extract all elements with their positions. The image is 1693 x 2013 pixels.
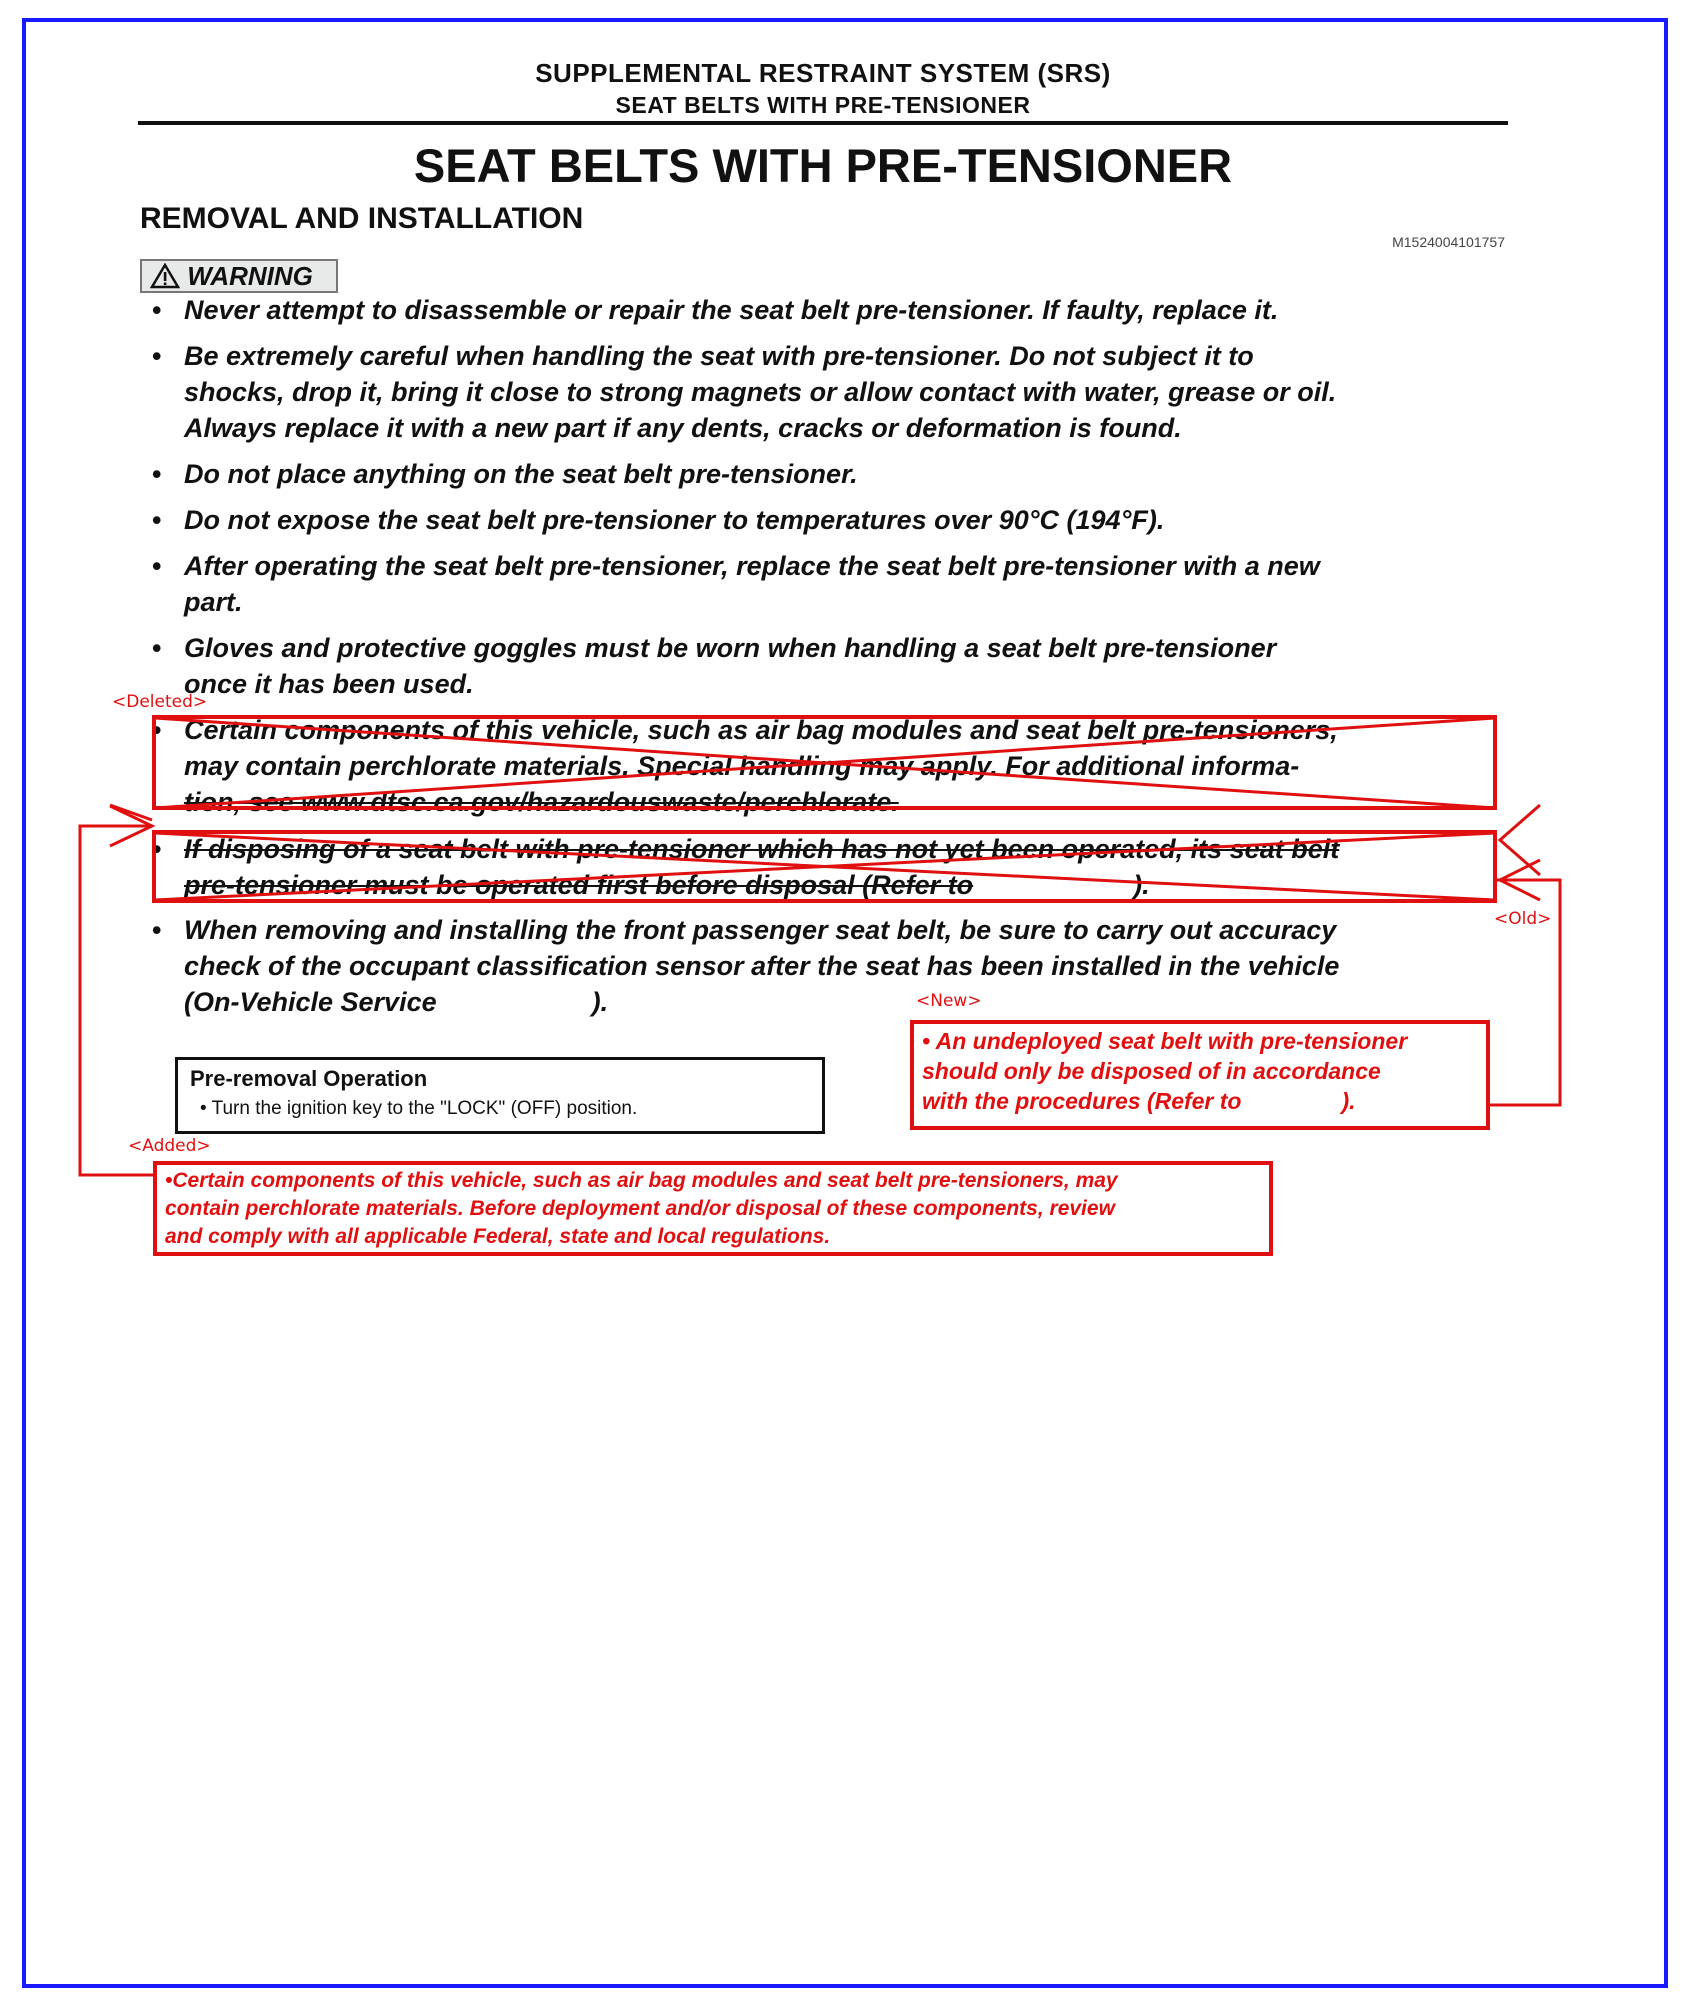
added-line: •Certain components of this vehicle, such as air bag modules and seat belt pre-tensioners, may: [165, 1169, 1118, 1192]
old-label: <Old>: [1494, 909, 1552, 929]
bullet-line: may contain perchlorate materials. Special handling may apply. For additional informa-: [184, 751, 1300, 781]
pre-removal-title: Pre-removal Operation: [190, 1066, 428, 1091]
page-title: SEAT BELTS WITH PRE-TENSIONER: [413, 139, 1233, 192]
added-label: <Added>: [128, 1136, 211, 1156]
bullet-line: pre-tensioner must be operated first before disposal (Refer to: [184, 870, 974, 900]
bullet-line: Certain components of this vehicle, such as air bag modules and seat belt pre-tensioners,: [184, 715, 1338, 745]
added-connector-line: [80, 826, 153, 1175]
new-tail: ).: [1341, 1088, 1356, 1114]
bullet-line: once it has been used.: [184, 669, 474, 699]
deleted-label: <Deleted>: [112, 692, 208, 712]
new-line: • An undeployed seat belt with pre-tensioner: [922, 1028, 1408, 1054]
bullet-line: tion, see www.dtsc.ca.gov/hazardouswaste/perchlorate.: [184, 787, 899, 817]
bullet-glyph: •: [152, 295, 162, 325]
bullet-line: Gloves and protective goggles must be worn when handling a seat belt pre-tensioner: [184, 633, 1277, 663]
warning-label: WARNING: [187, 261, 313, 291]
new-line: should only be disposed of in accordance: [922, 1058, 1381, 1084]
bullet-glyph: •: [152, 633, 162, 663]
bullet-line: Do not place anything on the seat belt pre-tensioner.: [184, 459, 858, 489]
bullet-line: Do not expose the seat belt pre-tensioner to temperatures over 90°C (194°F).: [184, 505, 1165, 535]
section-title: REMOVAL AND INSTALLATION: [140, 202, 584, 235]
document-code: M1524004101757: [1392, 234, 1505, 250]
bullet-glyph: •: [152, 341, 162, 371]
bullet-line: Never attempt to disassemble or repair the seat belt pre-tensioner. If faulty, replace it.: [184, 295, 1279, 325]
bullet-line: check of the occupant classification sensor after the seat has been installed in the vehicle: [184, 951, 1340, 981]
bullet-glyph: •: [152, 505, 162, 535]
added-line: contain perchlorate materials. Before deployment and/or disposal of these components, review: [165, 1197, 1115, 1220]
new-line: with the procedures (Refer to: [922, 1088, 1242, 1114]
bullet-glyph: •: [200, 1098, 207, 1119]
bullet-glyph: •: [152, 834, 162, 864]
added-line: and comply with all applicable Federal, state and local regulations.: [165, 1225, 831, 1248]
header-subtitle: SEAT BELTS WITH PRE-TENSIONER: [615, 92, 1031, 118]
new-connector-line: [1490, 880, 1560, 1105]
bullet-line: (On-Vehicle Service: [184, 987, 437, 1017]
bullet-line: After operating the seat belt pre-tensioner, replace the seat belt pre-tensioner with a new: [184, 551, 1320, 581]
new-label: <New>: [916, 991, 982, 1011]
added-arrow-stroke: [110, 805, 152, 820]
bullet-tail: ).: [591, 987, 609, 1017]
pre-removal-item-text: Turn the ignition key to the "LOCK" (OFF) position.: [211, 1098, 638, 1119]
bullet-tail: ).: [1133, 870, 1150, 900]
header-main-title: SUPPLEMENTAL RESTRAINT SYSTEM (SRS): [535, 58, 1111, 88]
bullet-line: When removing and installing the front passenger seat belt, be sure to carry out accuracy: [184, 915, 1337, 945]
bullet-glyph: •: [152, 715, 162, 745]
bullet-line: shocks, drop it, bring it close to strong magnets or allow contact with water, grease or oil.: [184, 377, 1337, 407]
bullet-line: If disposing of a seat belt with pre-tensioner which has not yet been operated, its seat belt: [184, 834, 1340, 864]
bullet-line: part.: [184, 587, 243, 617]
bullet-glyph: •: [152, 459, 162, 489]
bullet-glyph: •: [152, 915, 162, 945]
bullet-glyph: •: [152, 551, 162, 581]
bullet-line: Always replace it with a new part if any dents, cracks or deformation is found.: [184, 413, 1182, 443]
bullet-line: Be extremely careful when handling the seat with pre-tensioner. Do not subject it to: [184, 341, 1254, 371]
